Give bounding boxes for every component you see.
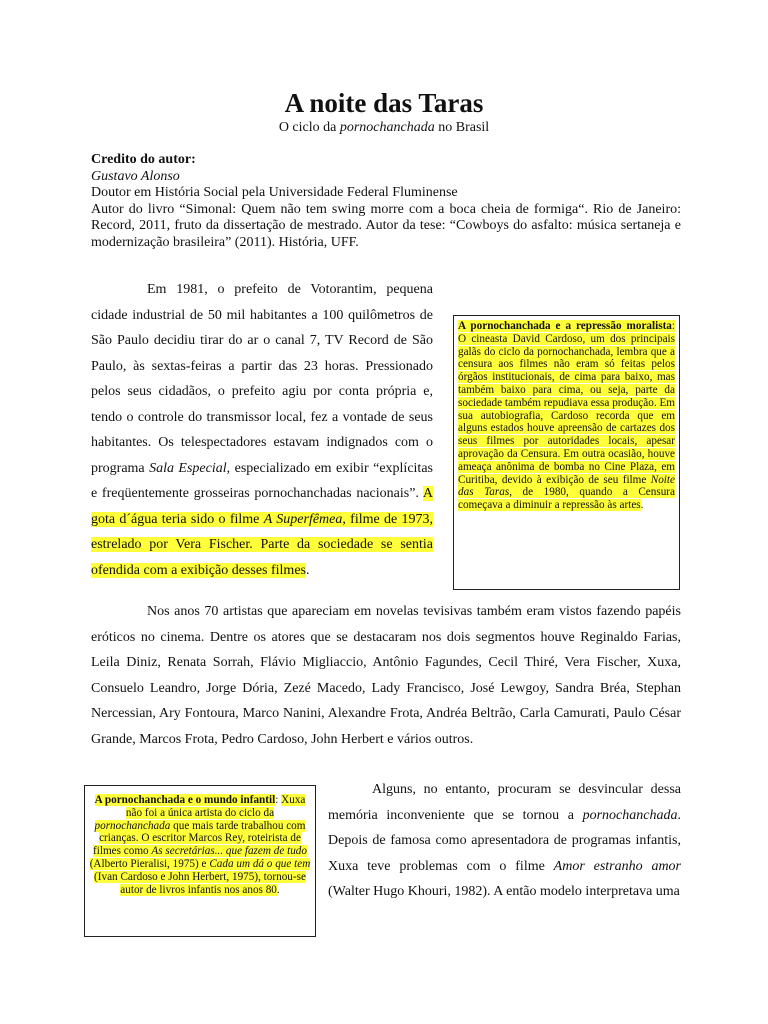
para1-text: Em 1981, o prefeito de Votorantim, pequena cidade industrial de 50 mil habitantes a 100 quilômetros de São Paulo decidiu tirar do ar o canal 7, TV Record de São Paulo, às sextas-feiras a partir das 23 horas. Pressionado pelos seus cidadãos, o prefeito agiu por conta própria e, tendo o controle do transmissor local, fez a vontade de seus habitantes. Os telespectadores estavam indignados com o programa xyxy=(91,282,433,476)
box-period: . xyxy=(276,883,280,896)
document-subtitle xyxy=(0,120,768,136)
para1-highlight: A gota d´água teria sido o filme xyxy=(91,486,433,527)
box-heading: A pornochanchada e a repressão moralista xyxy=(458,320,672,332)
para3-film: Amor estranho amor xyxy=(553,858,682,874)
author-name: Gustavo Alonso xyxy=(91,168,180,184)
credit-heading: Credito do autor: xyxy=(91,152,196,167)
author-works: Autor do livro “Simonal: Quem não tem swing morre com a boca cheia de formiga“. Rio de Janeiro: Record, 2011, fruto da dissertação de mestrado. Autor da tese: “Cowboys do asfalto: música sertaneja e modernização brasileira” (2011). História, UFF. xyxy=(91,201,681,250)
box-heading: A pornochanchada e o mundo infantil xyxy=(94,794,276,806)
para3-text-2: . Depois de famosa como apresentadora de programas infantis, Xuxa teve problemas com o filme xyxy=(328,807,681,874)
sidebar-box-childhood xyxy=(84,785,316,937)
paragraph-1 xyxy=(91,277,681,592)
box-film-2: Cada um dá o que tem xyxy=(209,857,311,870)
box-film-title: Noite das Taras xyxy=(458,473,675,499)
subtitle-text: O ciclo da xyxy=(278,120,340,135)
para1-text-2: , especializado em exibir “explícitas e freqüentemente grosseiras pornochanchadas nacionais”. xyxy=(91,460,433,501)
para1-film: A Superfêmea xyxy=(263,511,343,527)
subtitle-emphasis: pornochanchada xyxy=(339,120,435,135)
box-period: . xyxy=(640,499,644,512)
para3-text: Alguns, no entanto, procuram se desvincular dessa memória inconveniente que se tornou a xyxy=(328,782,681,823)
para2-text: Nos anos 70 artistas que apareciam em novelas tevisivas também eram vistos fazendo papéis eróticos no cinema. Dentre os atores que se destacaram nos dois segmentos houve Reginaldo Farias, Leila Diniz, Renata Sorrah, Flávio Migliaccio, Antônio Fagundes, Cecil Thiré, Vera Fischer, Xuxa, Consuelo Leandro, Jorge Dória, Zezé Macedo, Lady Francisco, José Lewgoy, Sandra Bréa, Stephan Nercessian, Ary Fontoura, Marco Nanini, Alexandre Frota, Andréa Beltrão, Carla Camurati, Paulo César Grande, Marcos Frota, Pedro Cardoso, John Herbert e vários outros. xyxy=(91,604,681,747)
para3-text-3: (Walter Hugo Khouri, 1982). A então modelo interpretava uma xyxy=(328,884,680,899)
para3-genre: pornochanchada xyxy=(582,807,678,823)
box-genre: pornochanchada xyxy=(94,819,171,832)
para1-end: . xyxy=(305,562,310,578)
para1-highlight-2: , filme de 1973, estrelado por Vera Fischer. Parte da sociedade se sentia ofendida com a exibição desses filmes xyxy=(91,511,434,578)
box-film-1: As secretárias... que fazem de tudo xyxy=(151,845,307,858)
subtitle-text-end: no Brasil xyxy=(434,120,490,135)
box-text-2: que mais tarde trabalhou com crianças. O escritor Marcos Rey, roteirista de filmes como xyxy=(93,819,306,858)
box-text-end: , de 1980, quando a Censura começava a diminuir a repressão às artes xyxy=(458,486,675,512)
document-title: A noite das Taras xyxy=(284,88,484,118)
paragraph-2 xyxy=(91,599,681,752)
box-float-spacer xyxy=(433,277,681,592)
box-colon: : xyxy=(275,794,282,806)
box-text-4: (Ivan Cardoso e John Herbert, 1975), tornou-se autor de livros infantis nos anos 80 xyxy=(94,870,306,896)
box-text: Xuxa não foi a única artista do ciclo da xyxy=(125,794,306,819)
author-credit xyxy=(91,152,681,251)
box-text-3: (Alberto Pieralisi, 1975) e xyxy=(89,857,210,870)
para1-program: Sala Especial xyxy=(149,460,227,476)
box-text: : O cineasta David Cardoso, um dos principais galãs do ciclo da pornochanchada, lembra que a censura aos filmes não eram só feitas pelos órgãos institucionais, de cima para baixo, mas também baixo para cima, ou seja, parte da sociedade também repudiava essa produção. Em sua autobiografia, Cardoso recorda que em alguns estados houve apreensão de cartazes dos seus filmes por autoridades locais, apesar aprovação da Censura. Em outra ocasião, houve ameaça anônima de bomba no Cine Plaza, em Curitiba, devido à exibição de seu filme xyxy=(458,320,675,486)
paragraph-3 xyxy=(328,777,681,905)
author-degree: Doutor em História Social pela Universidade Federal Fluminense xyxy=(91,185,458,200)
